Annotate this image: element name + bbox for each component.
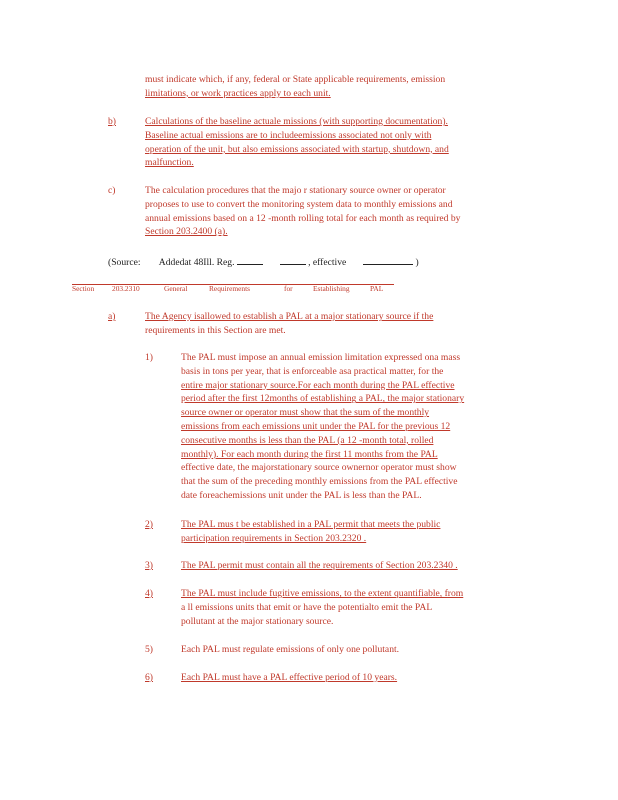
subitem-line: Each PAL must have a PAL effective period of 10 years. [181,672,398,683]
subitem-1-label: 1) [145,352,153,363]
intro-line: must indicate which, if any, federal or State applicable requirements, emission [145,74,446,85]
blank-date [363,255,413,265]
subitem-line: consecutive months is less than the PAL (a 12 -month total, rolled [181,434,434,446]
subitem-line: effective date, the majorstationary source ownernor operator must show [181,462,457,474]
subitem-2-label: 2) [145,519,153,530]
heading-number: 203.2310 [112,284,140,293]
intro-paragraph [145,73,445,101]
heading-word: Establishing [313,284,350,293]
item-c-line: The calculation procedures that the majo r stationary source owner or operator [145,185,446,196]
item-c-line: annual emissions based on a 12 -month rolling total for each month as required by [145,212,461,224]
subitem-line: The PAL must include fugitive emissions, to the extent quantifiable, from [181,588,464,599]
item-b-line: Baseline actual emissions are to includeemissions associated not only with [145,129,432,141]
subitem-5-text [181,643,399,657]
subitem-6-text [181,671,397,685]
subitem-4-text [181,587,463,628]
subitem-line: basis in tons per year, that is enforceable asa practical matter, for the [181,365,444,377]
subitem-6-label: 6) [145,672,153,683]
source-open: (Source: [108,257,141,268]
blank-page [280,255,306,265]
subitem-line: pollutant at the major stationary source. [181,615,334,627]
source-text: Addedat 48Ill. Reg. [158,257,235,268]
subitem-line: Each PAL must regulate emissions of only one pollutant. [181,644,400,655]
item-b-label: b) [108,116,116,127]
item-c-line: proposes to use to convert the monitoring system data to monthly emissions and [145,198,453,210]
item-a-line: The Agency isallowed to establish a PAL at a major stationary source if the [145,311,434,322]
heading-section: Section [72,284,95,293]
subitem-line: source owner or operator must show that the sum of the monthly [181,407,430,419]
item-a-label: a) [108,311,116,322]
item-a-text [145,310,433,338]
heading-word: Requirements [209,284,251,293]
subitem-line: date foreachemissions unit under the PAL is less than the PAL. [181,489,422,501]
source-note [108,255,419,270]
item-b-line: operation of the unit, but also emissions associated with startup, shutdown, and [145,143,449,155]
heading-word: PAL [370,284,384,293]
heading-word: General [164,284,188,293]
source-effective: , effective [308,257,347,268]
subitem-line: that the sum of the preceding monthly emissions from the PAL effective [181,476,458,488]
subitem-5-label: 5) [145,644,153,655]
item-c-label: c) [108,185,116,196]
item-b-line: Calculations of the baseline actuale missions (with supporting documentation). [145,116,448,127]
section-heading [72,284,394,293]
source-close: ) [415,257,419,268]
blank-volume [237,255,263,265]
subitem-4-label: 4) [145,588,153,599]
item-c-text [145,184,460,239]
subitem-3-text [181,559,458,573]
item-a-line: requirements in this Section are met. [145,324,286,336]
subitem-line: The PAL mus t be established in a PAL permit that meets the public [181,519,441,530]
subitem-1-text [181,351,464,503]
subitem-line: a ll emissions units that emit or have the potentialto emit the PAL [181,601,433,613]
subitem-line: The PAL permit must contain all the requirements of Section 203.2340 . [181,560,458,571]
subitem-line: period after the first 12months of establishing a PAL, the major stationary [181,393,465,405]
subitem-2-text [181,518,440,546]
item-b-text [145,115,449,170]
item-c-line: Section 203.2400 (a). [145,226,228,238]
subitem-line: emissions from each emissions unit under the PAL for the previous 12 [181,420,451,432]
subitem-3-label: 3) [145,560,153,571]
intro-line: limitations, or work practices apply to each unit. [145,87,331,99]
heading-word: for [284,284,293,293]
subitem-line: The PAL must impose an annual emission limitation expressed ona mass [181,352,461,363]
subitem-line: monthly). For each month during the first 11 months from the PAL [181,448,438,460]
item-b-line: malfunction. [145,157,194,169]
subitem-line: participation requirements in Section 203.2320 . [181,532,367,544]
subitem-line: entire major stationary source.For each month during the PAL effective [181,379,455,391]
